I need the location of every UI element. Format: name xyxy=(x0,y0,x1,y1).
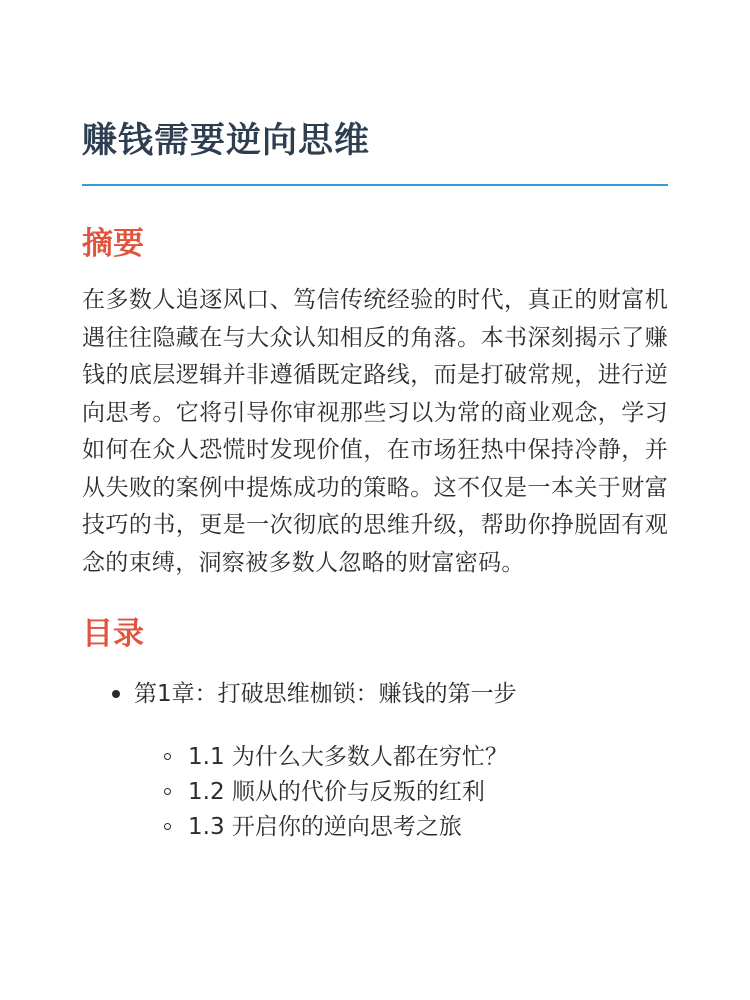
title-divider xyxy=(82,184,668,186)
toc-chapter-item xyxy=(82,674,668,845)
toc-section-label: 1.1 为什么大多数人都在穷忙？ xyxy=(188,744,508,770)
summary-heading: 摘要 xyxy=(82,226,144,262)
bullet-circle-icon xyxy=(164,788,171,795)
toc-section-list xyxy=(134,740,668,845)
summary-paragraph: 在多数人追逐风口、笃信传统经验的时代，真正的财富机遇往往隐藏在与大众认知相反的角落。本书深刻揭示了赚钱的底层逻辑并非遵循既定路线，而是打破常规，进行逆向思考。它将引导你审视那些习以为常的商业观念，学习如何在众人恐慌时发现价值，在市场狂热中保持冷静，并从失败的案例中提炼成功的策略。这不仅是一本关于财富技巧的书，更是一次彻底的思维升级，帮助你挣脱固有观念的束缚，洞察被多数人忽略的财富密码。 xyxy=(82,287,668,576)
bullet-circle-icon xyxy=(164,753,171,760)
toc-list xyxy=(82,674,668,845)
toc-section-item xyxy=(134,740,668,775)
toc-chapter-label: 第1章：打破思维枷锁：赚钱的第一步 xyxy=(134,681,517,707)
toc-section-label: 1.3 开启你的逆向思考之旅 xyxy=(188,814,462,840)
toc-heading: 目录 xyxy=(82,616,144,652)
toc-section-label: 1.2 顺从的代价与反叛的红利 xyxy=(188,779,485,805)
toc-section-item xyxy=(134,810,668,845)
document-title: 赚钱需要逆向思维 xyxy=(82,121,371,161)
bullet-disc-icon xyxy=(112,690,120,698)
bullet-circle-icon xyxy=(164,823,171,830)
toc-section-item xyxy=(134,775,668,810)
